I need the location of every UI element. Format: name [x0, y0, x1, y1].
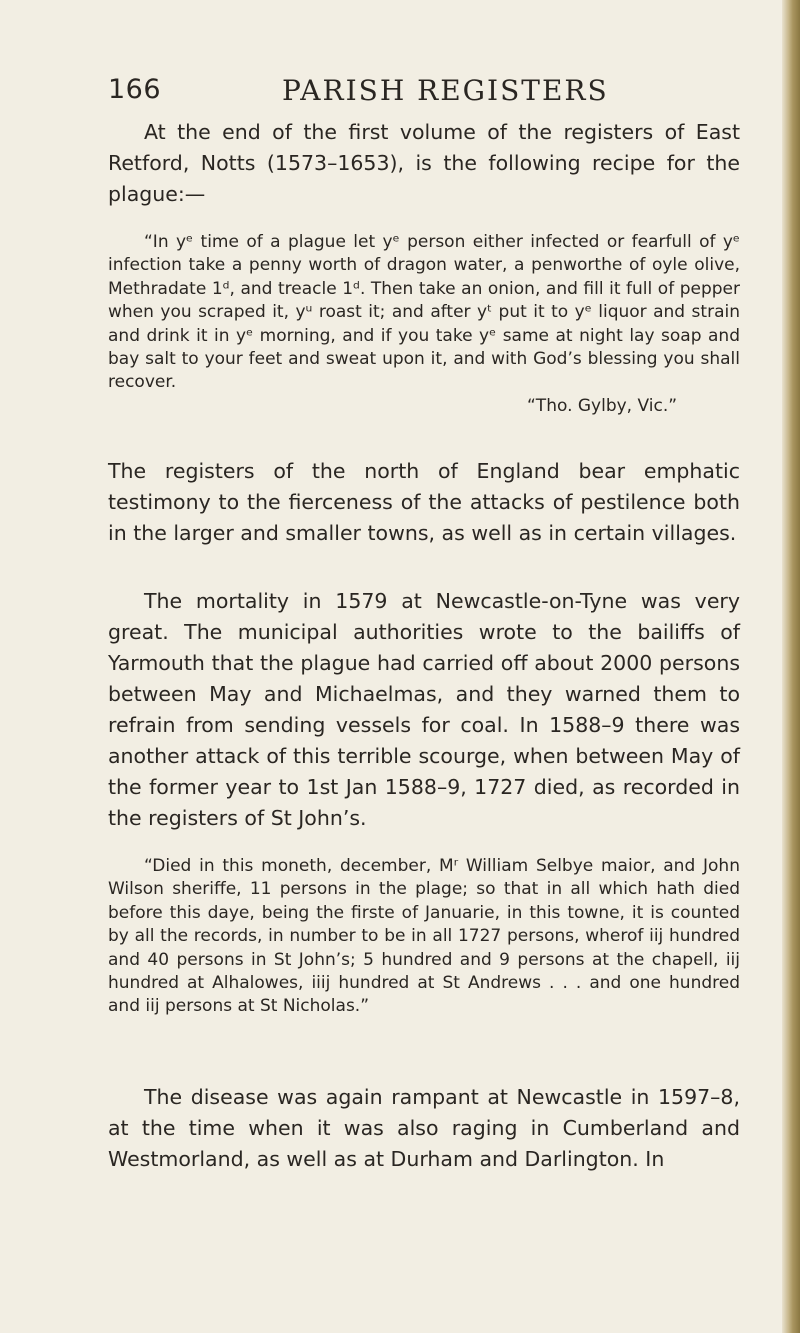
paragraph-intro: At the end of the first volume of the registers of East Retford, Notts (1573–1653), is the following recipe for the plague:— — [108, 120, 740, 206]
paragraph-newcastle-mortality: The mortality in 1579 at Newcastle-on-Tyne was very great. The municipal authorities wrote to the bailiffs of Yarmouth that the plague had carried off about 2000 persons between May and Michaelmas, and they warned them to refrain from sending vessels for coal. In 1588–9 there was another attack of this terrible scourge, when between May of the former year to 1st Jan 1588–9, 1727 died, as recorded in the registers of St John’s. — [108, 589, 740, 830]
running-title: PARISH REGISTERS — [282, 74, 609, 107]
paragraph-disease-rampant: The disease was again rampant at Newcastle in 1597–8, at the time when it was also raging in Cumberland and Westmorland, as well as at Durham and Darlington. In — [108, 1085, 740, 1171]
page-number: 166 — [108, 74, 162, 105]
book-spine-edge — [782, 0, 800, 1333]
paragraph-recipe-quote: “In yᵉ time of a plague let yᵉ person either infected or fearfull of yᵉ infection take a penny worth of dragon water, a penworthe of oyle olive, Methradate 1ᵈ, and treacle 1ᵈ. Then take an onion, and fill it full of pepper when you scraped it, yᵘ roast it; and after yᵗ put it to yᵉ liquor and strain and drink it in yᵉ morning, and if you take yᵉ same at night lay soap and bay salt to your feet and sweat upon it, and with God’s blessing you shall recover. — [108, 232, 740, 393]
paragraph-north-england: The registers of the north of England bear emphatic testimony to the fierceness of the attacks of pestilence both in the larger and smaller towns, as well as in certain villages. — [108, 459, 740, 545]
page-header — [108, 74, 668, 114]
paragraph-st-johns-quote: “Died in this moneth, december, Mʳ William Selbye maior, and John Wilson sheriffe, 11 persons in the plage; so that in all which hath died before this daye, being the firste of Januarie, in this towne, it is counted by all the records, in number to be in all 1727 persons, wherof iij hundred and 40 persons in St John’s; 5 hundred and 9 persons at the chapell, iij hundred at Alhalowes, iiij hundred at St Andrews . . . and one hundred and iij persons at St Nicholas.” — [108, 856, 740, 1017]
recipe-signature: “Tho. Gylby, Vic.” — [527, 396, 678, 416]
